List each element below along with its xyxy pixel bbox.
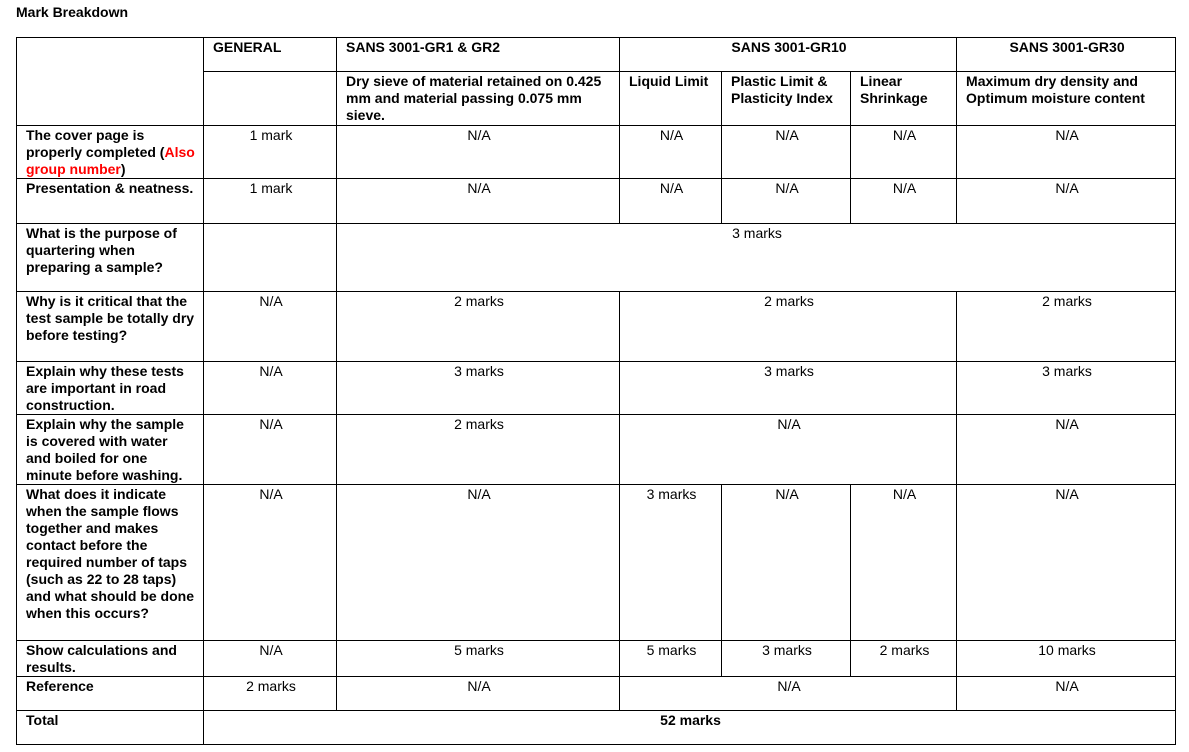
cell-flows-ls: N/A [851, 485, 957, 641]
cell-reference-general: 2 marks [204, 677, 337, 711]
cell-importance-gr1: 3 marks [337, 362, 620, 415]
header-gr10: SANS 3001-GR10 [620, 38, 957, 72]
cell-dry-gr30: 2 marks [957, 292, 1176, 362]
cell-quartering-combined: 3 marks [337, 224, 1176, 292]
row-label-presentation: Presentation & neatness. [17, 179, 204, 224]
cell-dry-gr1: 2 marks [337, 292, 620, 362]
row-label-cover-page [17, 126, 204, 179]
cell-calc-gr1: 5 marks [337, 641, 620, 677]
cell-flows-gr30: N/A [957, 485, 1176, 641]
row-cover-page [17, 126, 1176, 179]
cell-cover-ls: N/A [851, 126, 957, 179]
row-label-quartering: What is the purpose of quartering when preparing a sample? [17, 224, 204, 292]
document-title: Mark Breakdown [16, 4, 129, 20]
cell-cover-gr1: N/A [337, 126, 620, 179]
cell-reference-gr30: N/A [957, 677, 1176, 711]
cell-flows-general: N/A [204, 485, 337, 641]
header-corner-cell [17, 38, 204, 126]
cell-cover-pl: N/A [722, 126, 851, 179]
subheader-dry-sieve: Dry sieve of material retained on 0.425 mm and material passing 0.075 mm sieve. [337, 72, 620, 126]
row-boiled [17, 415, 1176, 485]
cell-quartering-general [204, 224, 337, 292]
cell-boiled-gr1: 2 marks [337, 415, 620, 485]
cell-importance-gr10: 3 marks [620, 362, 957, 415]
cell-cover-ll: N/A [620, 126, 722, 179]
row-label-calculations: Show calculations and results. [17, 641, 204, 677]
row-importance [17, 362, 1176, 415]
row-presentation [17, 179, 1176, 224]
cell-cover-gr30: N/A [957, 126, 1176, 179]
cell-boiled-gr10: N/A [620, 415, 957, 485]
row-total [17, 711, 1176, 745]
row-label-reference: Reference [17, 677, 204, 711]
cell-dry-general: N/A [204, 292, 337, 362]
row-quartering [17, 224, 1176, 292]
group-number-note: Also group number [26, 144, 195, 177]
cell-flows-gr1: N/A [337, 485, 620, 641]
cell-presentation-gr1: N/A [337, 179, 620, 224]
header-row [17, 38, 1176, 72]
cell-presentation-ls: N/A [851, 179, 957, 224]
subheader-max-dry-density: Maximum dry density and Optimum moisture content [957, 72, 1176, 126]
row-label-dry-sample: Why is it critical that the test sample be totally dry before testing? [17, 292, 204, 362]
row-dry-sample [17, 292, 1176, 362]
subheader-plastic-limit: Plastic Limit & Plasticity Index [722, 72, 851, 126]
cell-cover-general: 1 mark [204, 126, 337, 179]
subheader-general-empty [204, 72, 337, 126]
row-flows-together [17, 485, 1176, 641]
cell-calc-pl: 3 marks [722, 641, 851, 677]
cell-calc-general: N/A [204, 641, 337, 677]
cover-label-text: The cover page is properly completed ( [26, 127, 165, 160]
cell-calc-gr30: 10 marks [957, 641, 1176, 677]
cell-calc-ls: 2 marks [851, 641, 957, 677]
cell-presentation-pl: N/A [722, 179, 851, 224]
cell-importance-general: N/A [204, 362, 337, 415]
row-calculations [17, 641, 1176, 677]
cell-reference-gr10: N/A [620, 677, 957, 711]
header-general: GENERAL [204, 38, 337, 72]
cell-flows-pl: N/A [722, 485, 851, 641]
mark-breakdown-table [16, 37, 1176, 745]
row-reference [17, 677, 1176, 711]
header-gr30: SANS 3001-GR30 [957, 38, 1176, 72]
subheader-liquid-limit: Liquid Limit [620, 72, 722, 126]
row-label-importance: Explain why these tests are important in road construction. [17, 362, 204, 415]
row-label-total: Total [17, 711, 204, 745]
cell-boiled-gr30: N/A [957, 415, 1176, 485]
cover-label-close: ) [120, 161, 126, 177]
cell-presentation-ll: N/A [620, 179, 722, 224]
subheader-linear-shrinkage: Linear Shrinkage [851, 72, 957, 126]
cell-flows-ll: 3 marks [620, 485, 722, 641]
row-label-flows-together: What does it indicate when the sample flows together and makes contact before the required number of taps (such as 22 to 28 taps) and what should be done when this occurs? [17, 485, 204, 641]
cell-calc-ll: 5 marks [620, 641, 722, 677]
cell-importance-gr30: 3 marks [957, 362, 1176, 415]
cell-reference-gr1: N/A [337, 677, 620, 711]
header-gr1-gr2: SANS 3001-GR1 & GR2 [337, 38, 620, 72]
cell-boiled-general: N/A [204, 415, 337, 485]
cell-total-value: 52 marks [204, 711, 1176, 745]
cell-presentation-general: 1 mark [204, 179, 337, 224]
cell-presentation-gr30: N/A [957, 179, 1176, 224]
cell-dry-gr10: 2 marks [620, 292, 957, 362]
row-label-boiled: Explain why the sample is covered with water and boiled for one minute before washing. [17, 415, 204, 485]
